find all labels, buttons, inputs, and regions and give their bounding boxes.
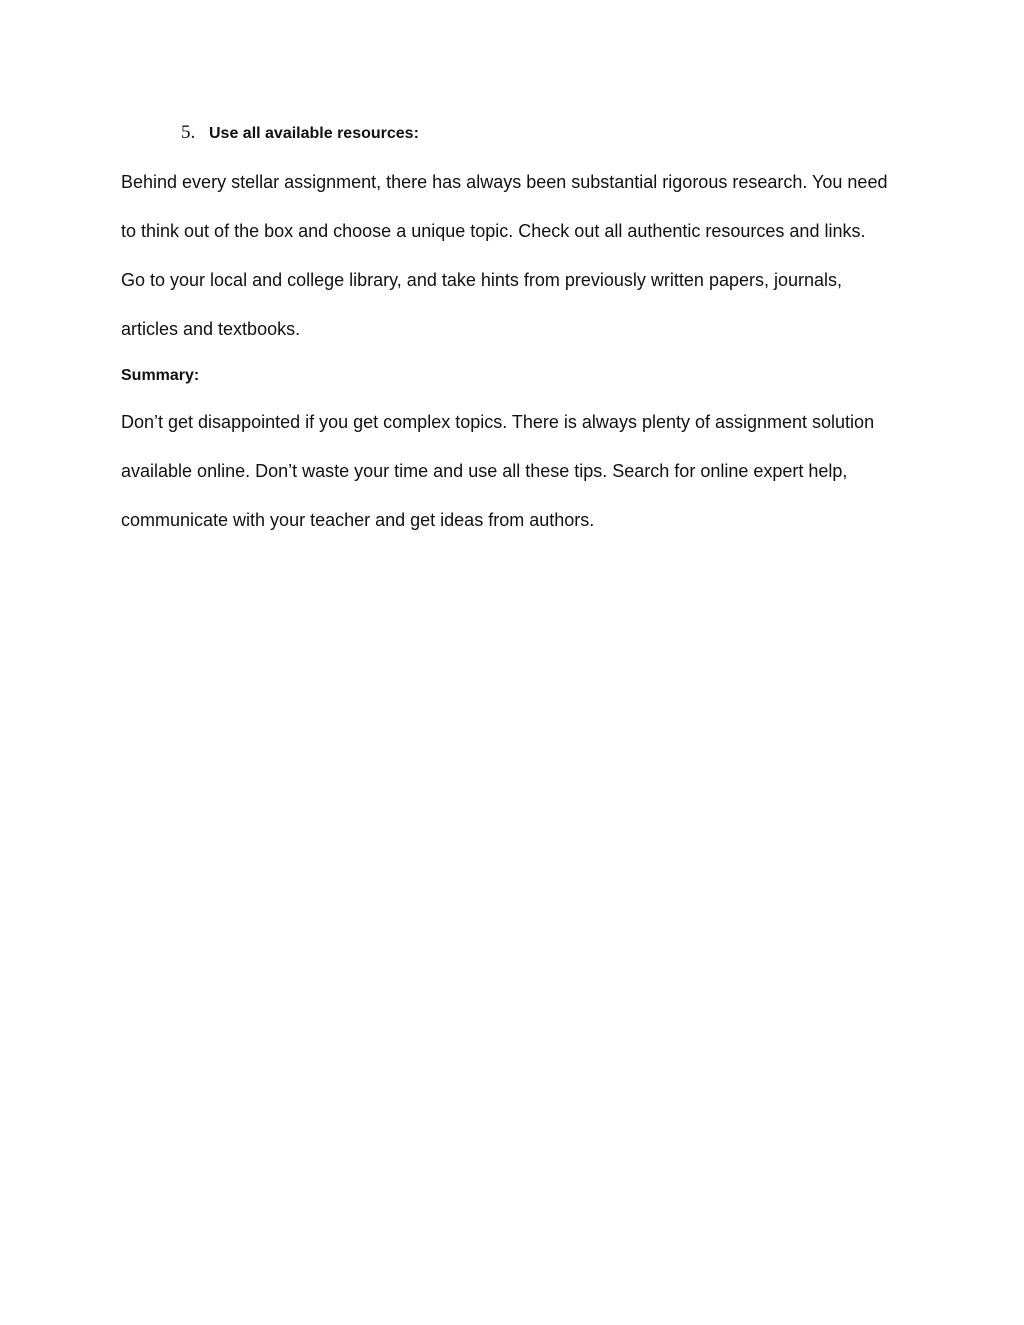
paragraph-line: communicate with your teacher and get ideas from authors. bbox=[121, 510, 595, 530]
paragraph-line: Behind every stellar assignment, there has always been substantial rigorous research. You need bbox=[121, 172, 888, 192]
paragraph-line: available online. Don’t waste your time and use all these tips. Search for online expert help, bbox=[121, 461, 848, 481]
resources-paragraph bbox=[121, 171, 921, 367]
paragraph-line: articles and textbooks. bbox=[121, 319, 301, 339]
paragraph-line: to think out of the box and choose a unique topic. Check out all authentic resources and links. bbox=[121, 221, 866, 241]
section-heading: Use all available resources: bbox=[209, 125, 419, 142]
list-item-heading bbox=[181, 122, 419, 144]
paragraph-line: Go to your local and college library, and take hints from previously written papers, journals, bbox=[121, 270, 843, 290]
summary-heading: Summary: bbox=[121, 367, 200, 384]
list-number: 5. bbox=[181, 122, 196, 143]
paragraph-line: Don’t get disappointed if you get complex topics. There is always plenty of assignment solution bbox=[121, 412, 875, 432]
summary-paragraph bbox=[121, 411, 921, 558]
